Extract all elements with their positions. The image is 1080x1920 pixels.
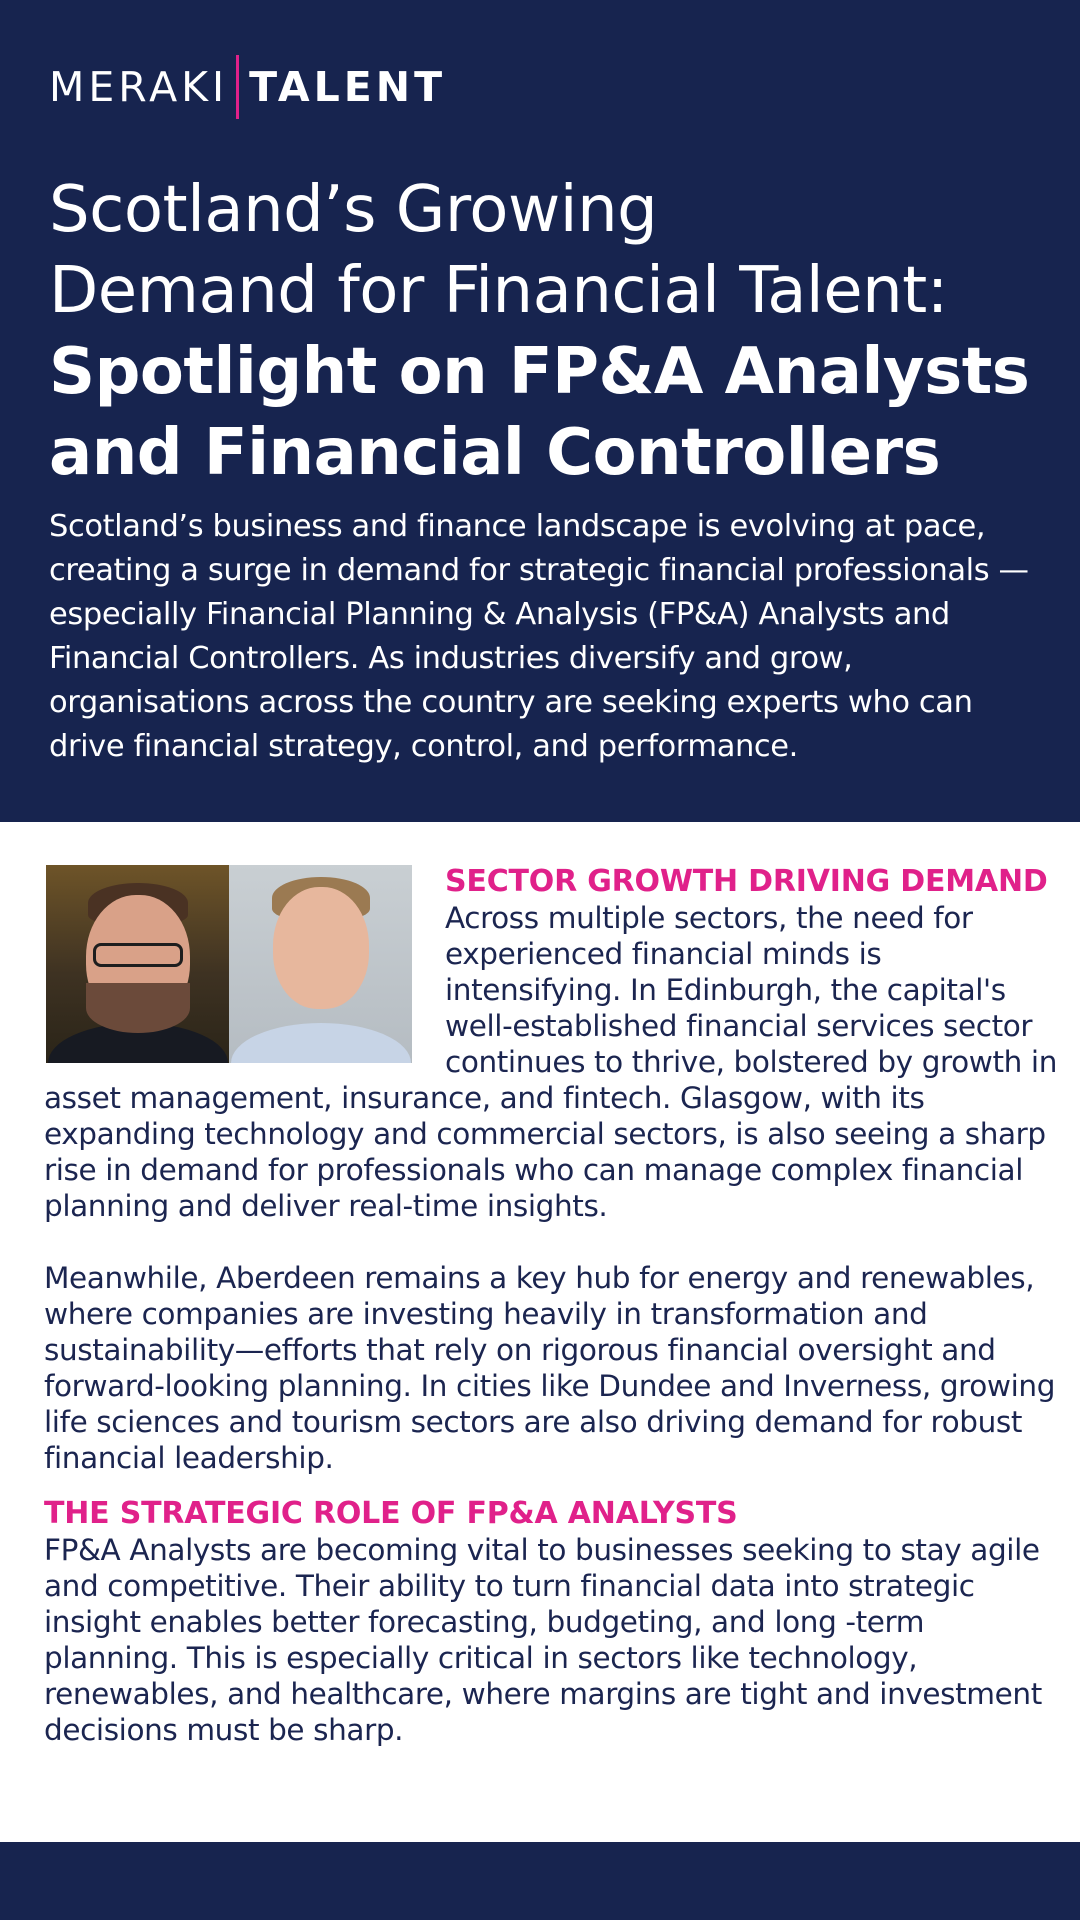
article-body	[44, 864, 1064, 1748]
meraki-talent-logo[interactable]	[49, 54, 446, 120]
section-heading-sector-growth: SECTOR GROWTH DRIVING DEMAND	[445, 864, 1048, 899]
title-line-3: Spotlight on FP&A Analysts	[49, 335, 1030, 409]
logo-word-meraki: MERAKI	[49, 63, 229, 111]
footer-band	[0, 1842, 1080, 1920]
fpa-analysts-paragraph: FP&A Analysts are becoming vital to businesses seeking to stay agile and competitive. Their ability to turn financial data into strategic insight enables better forecasting, budgeting, and long -term planning. This is especially critical in sectors like technology, renewables, and healthcare, where margins are tight and investment decisions must be sharp.	[44, 1533, 1042, 1747]
title-line-4: and Financial Controllers	[49, 416, 941, 490]
logo-word-talent: TALENT	[249, 63, 447, 111]
title-line-1: Scotland’s Growing	[49, 173, 658, 247]
sector-growth-paragraph-1: Across multiple sectors, the need for experienced financial minds is intensifying. In Edinburgh, the capital's well-established financial services sector continues to thrive, bolstered by growth in asset management, insurance, and fintech. Glasgow, with its expanding technology and commercial sectors, is also seeing a sharp rise in demand for professionals who can manage complex financial planning and deliver real-time insights.	[44, 901, 1058, 1223]
consultants-photo	[46, 865, 412, 1063]
hero-banner	[0, 0, 1080, 822]
portrait-left	[46, 865, 229, 1063]
logo-divider	[236, 55, 239, 119]
section-heading-fpa-analysts: THE STRATEGIC ROLE OF FP&A ANALYSTS	[44, 1496, 738, 1531]
title-line-2: Demand for Financial Talent:	[49, 254, 948, 328]
page-title	[49, 170, 1049, 494]
portrait-right	[229, 865, 412, 1063]
intro-paragraph: Scotland’s business and finance landscape is evolving at pace, creating a surge in demand for strategic financial professionals —especially Financial Planning & Analysis (FP&A) Analysts and Financial Controllers. As industries diversify and grow, organisations across the country are seeking experts who can drive financial strategy, control, and performance.	[49, 509, 1029, 764]
sector-growth-paragraph-2: Meanwhile, Aberdeen remains a key hub for energy and renewables, where companies are investing heavily in transformation and sustainability—efforts that rely on rigorous financial oversight and forward-looking planning. In cities like Dundee and Inverness, growing life sciences and tourism sectors are also driving demand for robust financial leadership.	[44, 1261, 1056, 1475]
